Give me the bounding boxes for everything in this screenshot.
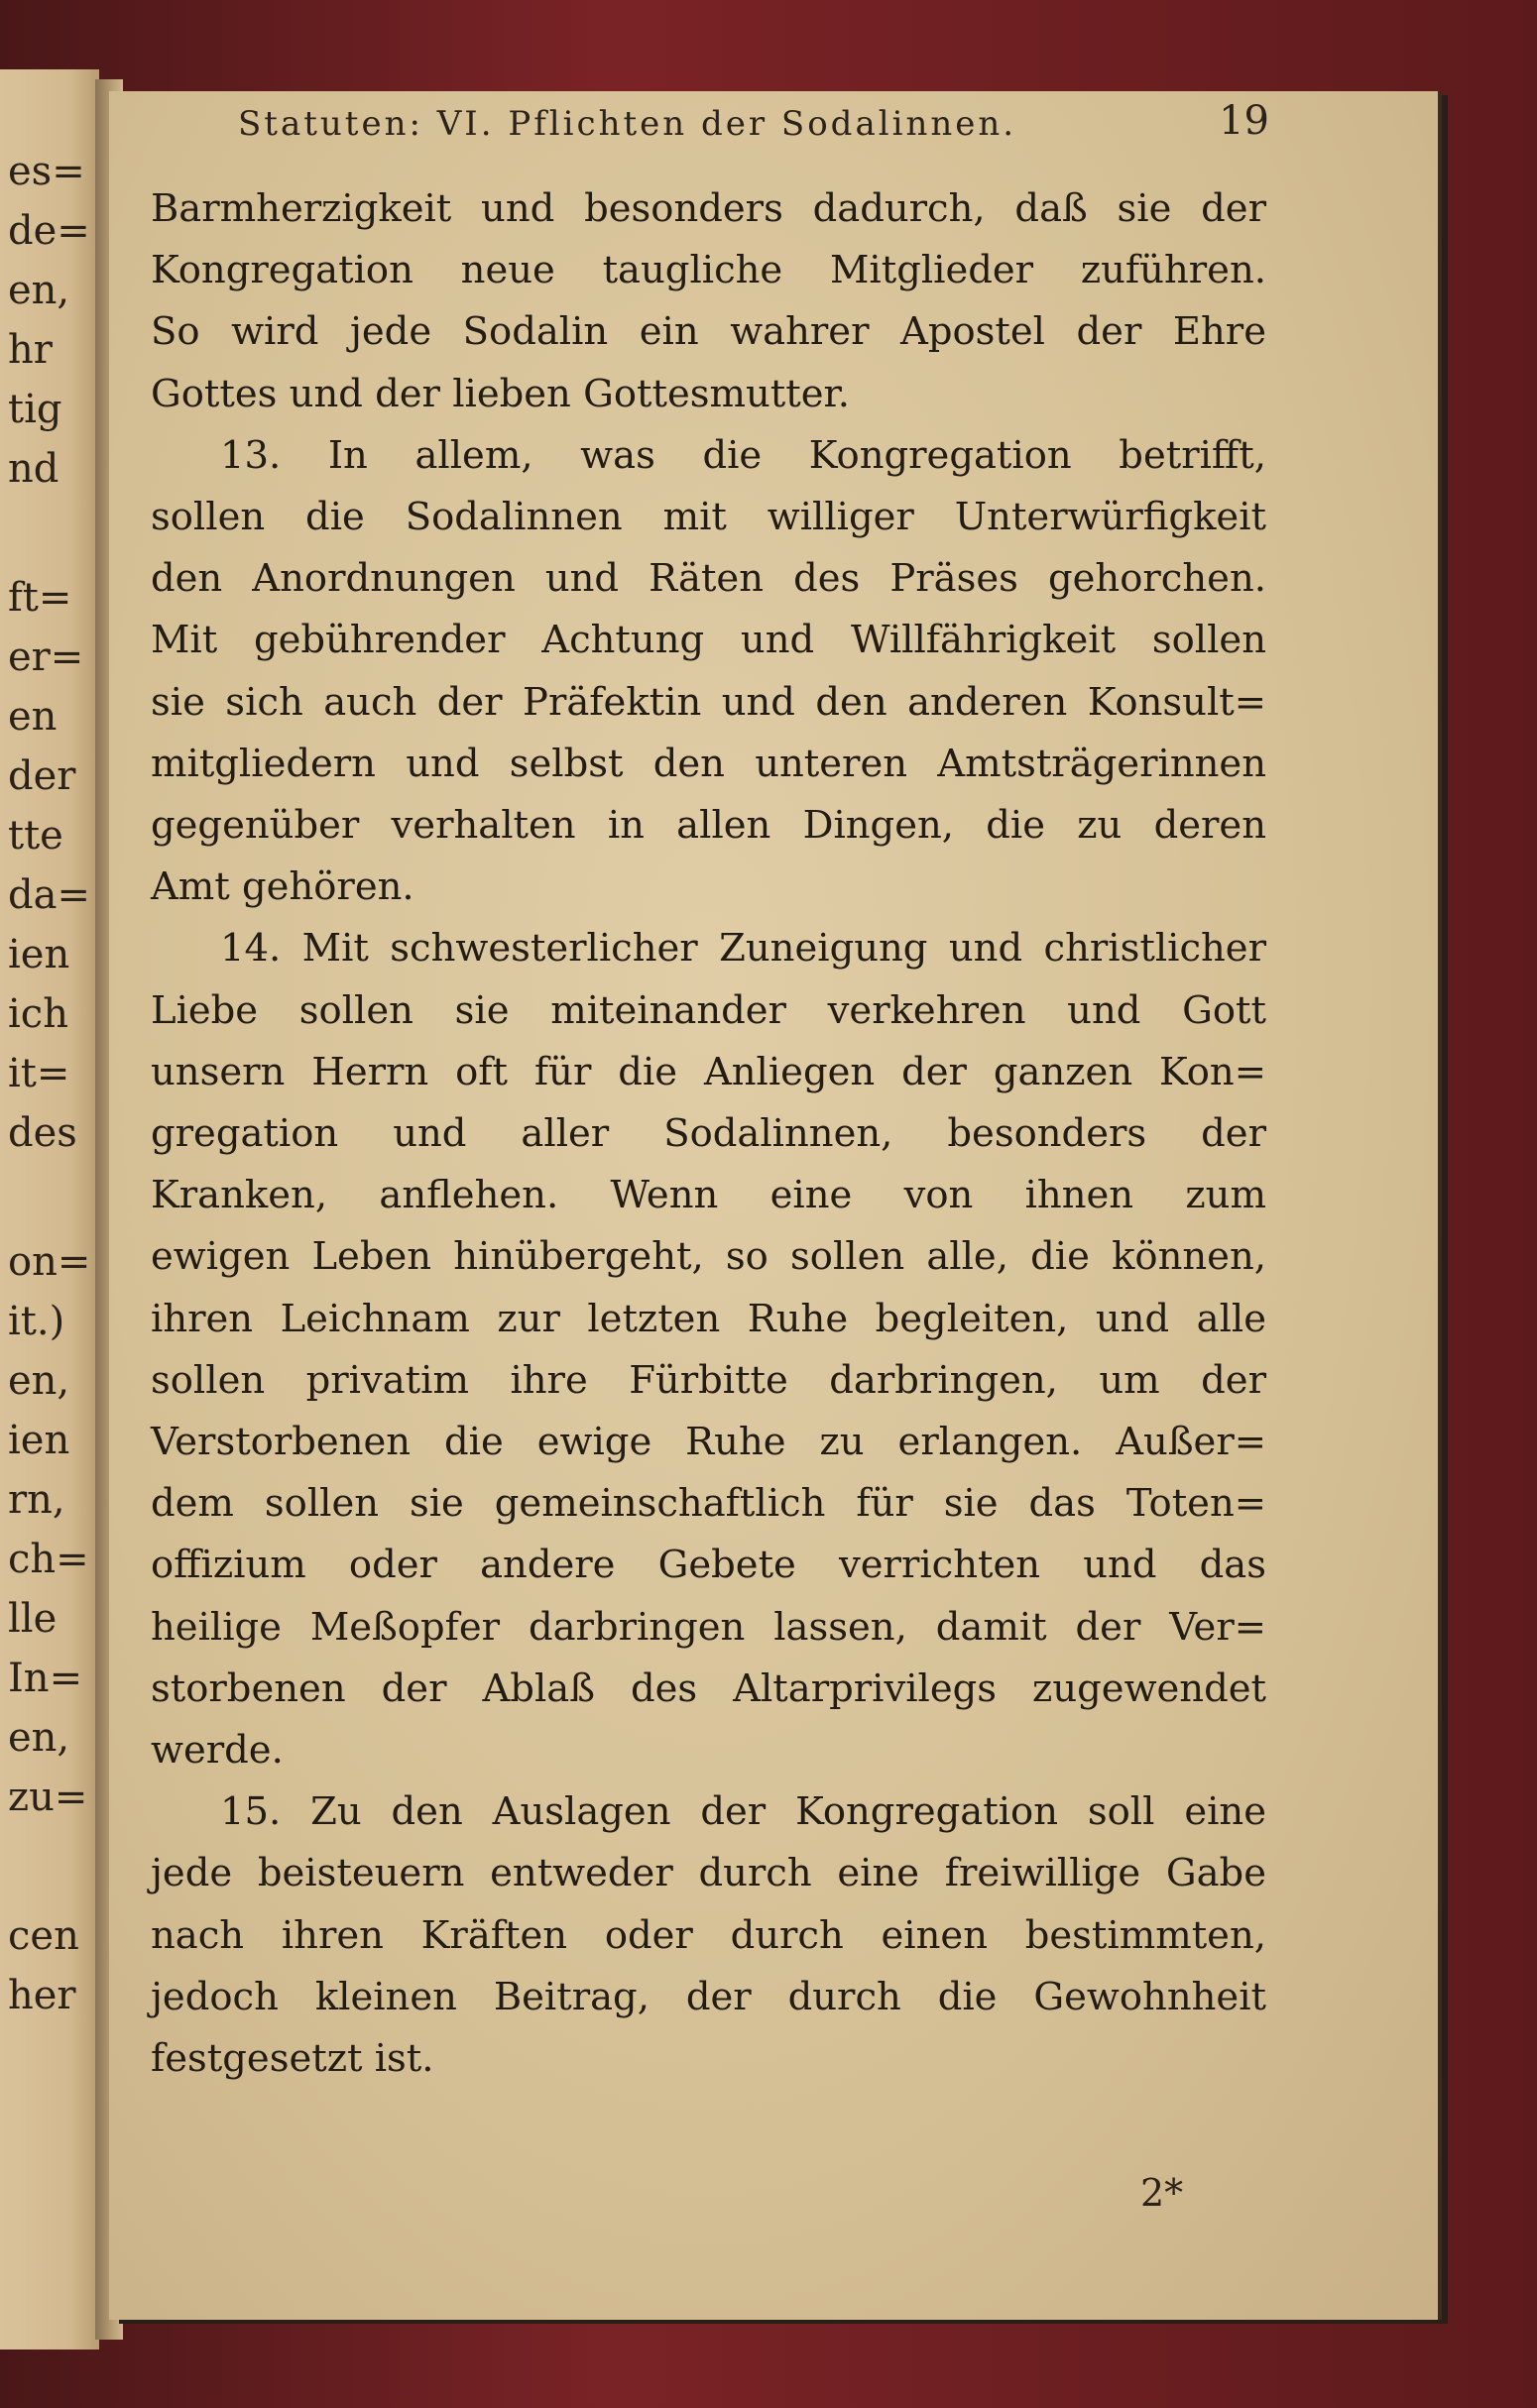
body-text	[151, 178, 1266, 2090]
facing-page-fragment: des	[8, 1110, 77, 1156]
facing-page-fragment: tig	[8, 387, 62, 432]
facing-page-edge	[0, 69, 99, 2350]
text-line: Amt gehören.	[151, 864, 414, 910]
facing-page-fragment: on=	[8, 1239, 91, 1285]
facing-page-fragment: hr	[8, 327, 53, 373]
facing-page-fragment: ft=	[8, 575, 72, 621]
facing-page-fragment: lle	[8, 1596, 58, 1642]
facing-page-fragment: nd	[8, 446, 59, 492]
text-line: So wird jede Sodalin ein wahrer Apostel der Ehre	[151, 309, 1266, 355]
signature-mark: 2*	[1140, 2171, 1184, 2215]
text-line: gegenüber verhalten in allen Dingen, die zu deren	[151, 803, 1266, 849]
facing-page-fragment: en	[8, 694, 58, 740]
facing-page-fragment: zu=	[8, 1775, 88, 1820]
text-line: ewigen Leben hinübergeht, so sollen alle, die können,	[151, 1234, 1266, 1280]
text-line: offizium oder andere Gebete verrichten und das	[151, 1543, 1266, 1588]
text-line: Kongregation neue taugliche Mitglieder zuführen.	[151, 248, 1266, 293]
text-line: mitgliedern und selbst den unteren Amtsträgerinnen	[151, 741, 1266, 786]
text-line: festgesetzt ist.	[151, 2036, 434, 2082]
text-line: Mit gebührender Achtung und Willfährigkeit sollen	[151, 618, 1266, 663]
text-line: sollen die Sodalinnen mit williger Unterwürfigkeit	[151, 495, 1266, 540]
facing-page-fragment: de=	[8, 208, 90, 254]
text-line: Gottes und der lieben Gottesmutter.	[151, 371, 850, 416]
facing-page-fragment: en,	[8, 268, 70, 313]
text-line: heilige Meßopfer darbringen lassen, damit der Ver=	[151, 1604, 1266, 1650]
facing-page-fragment: her	[8, 1973, 76, 2018]
facing-page-fragment: ien	[8, 1418, 70, 1463]
text-line: 14. Mit schwesterlicher Zuneigung und christlicher	[220, 926, 1266, 972]
text-line: storbenen der Ablaß des Altarprivilegs zugewendet	[151, 1665, 1266, 1711]
text-line: Verstorbenen die ewige Ruhe zu erlangen. Außer=	[151, 1420, 1266, 1465]
facing-page-fragment: der	[8, 753, 76, 799]
facing-page-fragment: tte	[8, 813, 63, 859]
text-line: sollen privatim ihre Fürbitte darbringen, um der	[151, 1357, 1266, 1403]
text-line: nach ihren Kräften oder durch einen bestimmten,	[151, 1912, 1266, 1958]
facing-page-fragment: In=	[8, 1656, 83, 1701]
facing-page-fragment: cen	[8, 1913, 79, 1959]
text-line: ihren Leichnam zur letzten Ruhe begleiten, und alle	[151, 1296, 1266, 1341]
text-line: unsern Herrn oft für die Anliegen der ganzen Kon=	[151, 1049, 1266, 1094]
text-line: dem sollen sie gemeinschaftlich für sie das Toten=	[151, 1481, 1266, 1527]
text-line: den Anordnungen und Räten des Präses gehorchen.	[151, 556, 1266, 602]
facing-page-fragment: en,	[8, 1358, 70, 1404]
text-line: jede beisteuern entweder durch eine freiwillige Gabe	[151, 1851, 1266, 1896]
facing-page-fragment: rn,	[8, 1477, 65, 1523]
text-line: gregation und aller Sodalinnen, besonders der	[151, 1111, 1266, 1157]
facing-page-fragment: ich	[8, 991, 68, 1037]
facing-page-fragment: ch=	[8, 1537, 89, 1582]
facing-page-fragment: da=	[8, 872, 90, 918]
text-line: Liebe sollen sie miteinander verkehren und Gott	[151, 987, 1266, 1033]
facing-page-fragment: it.)	[8, 1299, 65, 1344]
text-line: Barmherzigkeit und besonders dadurch, daß sie der	[151, 186, 1266, 231]
text-line: sie sich auch der Präfektin und den anderen Konsult=	[151, 679, 1266, 725]
text-line: jedoch kleinen Beitrag, der durch die Gewohnheit	[151, 1974, 1266, 2019]
facing-page-fragment: it=	[8, 1051, 70, 1096]
text-line: 13. In allem, was die Kongregation betrifft,	[220, 432, 1266, 478]
page-number: 19	[1219, 98, 1269, 144]
facing-page-fragment: ien	[8, 932, 70, 977]
facing-page-fragment: es=	[8, 149, 85, 194]
running-head: Statuten: VI. Pflichten der Sodalinnen.	[238, 104, 1017, 144]
text-line: werde.	[151, 1728, 284, 1774]
facing-page-fragment: en,	[8, 1715, 70, 1761]
facing-page-fragment: er=	[8, 634, 84, 680]
text-line: 15. Zu den Auslagen der Kongregation soll eine	[220, 1789, 1266, 1835]
text-line: Kranken, anflehen. Wenn eine von ihnen zum	[151, 1173, 1266, 1218]
